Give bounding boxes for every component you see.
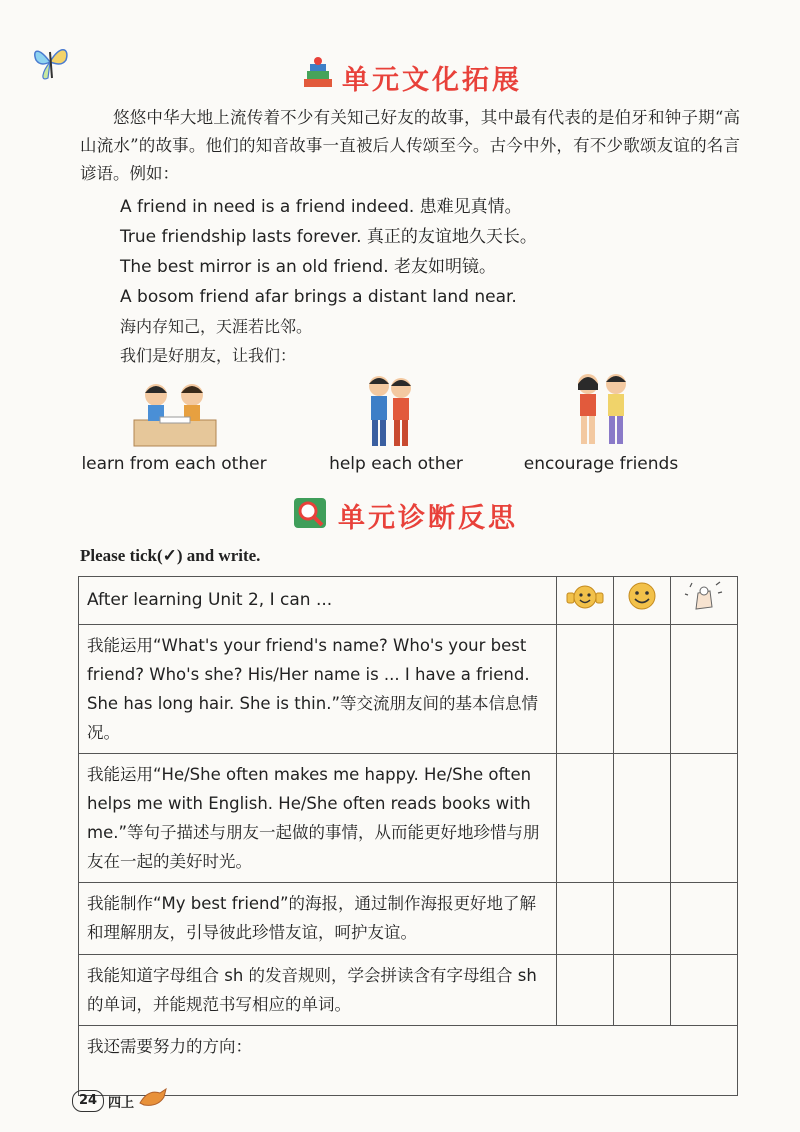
culture-intro [80, 104, 740, 188]
tick-cell[interactable] [614, 955, 671, 1026]
butterfly-icon [30, 38, 72, 86]
children-encouraging-illustration [568, 370, 638, 452]
table-header-row [79, 577, 738, 625]
row-text: 我能制作“My best friend”的海报，通过制作海报更好地了解和理解朋友，引导彼此珍惜友谊，呵护友谊。 [79, 883, 557, 955]
quote-1: A friend in need is a friend indeed. 患难见真情。 [120, 197, 522, 217]
table-header: After learning Unit 2, I can ... [79, 577, 557, 625]
row-text: 我能知道字母组合 sh 的发音规则，学会拼读含有字母组合 sh 的单词，并能规范书写相应的单词。 [79, 955, 557, 1026]
self-assessment-table [78, 576, 738, 1096]
tick-cell[interactable] [557, 754, 614, 883]
culture-title: 单元文化拓展 [342, 65, 522, 96]
tick-cell[interactable] [557, 955, 614, 1026]
books-icon [300, 55, 336, 91]
table-row [79, 883, 738, 955]
children-helping-illustration [355, 372, 425, 452]
quote-2: True friendship lasts forever. 真正的友谊地久天长。 [120, 227, 537, 247]
smile-face-icon [625, 579, 659, 613]
tick-cell[interactable] [557, 625, 614, 754]
effort-field[interactable] [79, 1026, 738, 1096]
intro-paragraph: 悠悠中华大地上流传着不少有关知己好友的故事，其中最有代表的是伯牙和钟子期“高山流水”的故事。他们的知音故事一直被后人传颂至今。古今中外，有不少歌颂友谊的名言谚语。例如： [80, 108, 740, 183]
tick-cell[interactable] [614, 754, 671, 883]
tick-cell[interactable] [671, 955, 738, 1026]
row-text: 我能运用“He/She often makes me happy. He/She often helps me with English. He/She often reads books with me.”等句子描述与朋友一起做的事情，从而能更好地珍惜与朋友在一起的美好时光。 [79, 754, 557, 883]
table-row [79, 625, 738, 754]
quote-4-translation: 海内存知己，天涯若比邻。 [120, 317, 313, 336]
instruction: Please tick(✓) and write. [80, 546, 261, 565]
quote-4: A bosom friend afar brings a distant land near. [120, 287, 517, 307]
tick-cell[interactable] [614, 625, 671, 754]
tick-cell[interactable] [614, 883, 671, 955]
thumbs-up-face-icon [565, 579, 605, 613]
page-number: 24 [72, 1090, 104, 1112]
diagnosis-title: 单元诊断反思 [338, 503, 518, 534]
bird-icon [138, 1085, 168, 1109]
tick-cell[interactable] [557, 883, 614, 955]
quote-3: The best mirror is an old friend. 老友如明镜。 [120, 257, 497, 277]
excellent-face-icon [557, 577, 614, 625]
friends-prompt: 我们是好朋友，让我们： [120, 346, 297, 365]
tick-cell[interactable] [671, 625, 738, 754]
effort-row [79, 1026, 738, 1096]
table-row [79, 955, 738, 1026]
caption-learn: learn from each other [81, 454, 267, 474]
tick-cell[interactable] [671, 883, 738, 955]
good-face-icon [614, 577, 671, 625]
cheer-hand-icon [684, 579, 724, 613]
effort-label: 我还需要努力的方向： [87, 1037, 252, 1056]
row-text: 我能运用“What's your friend's name? Who's your best friend? Who's she? His/Her name is ... I have a friend. She has long hair. She is thin.”等交流朋友间的基本信息情况。 [79, 625, 557, 754]
caption-help: help each other [329, 454, 463, 474]
magnifier-icon [292, 496, 328, 530]
children-studying-illustration [130, 375, 220, 450]
caption-encourage: encourage friends [523, 454, 679, 474]
grade-label: 四上 [108, 1096, 135, 1111]
tick-cell[interactable] [671, 754, 738, 883]
table-row [79, 754, 738, 883]
keep-trying-icon [671, 577, 738, 625]
